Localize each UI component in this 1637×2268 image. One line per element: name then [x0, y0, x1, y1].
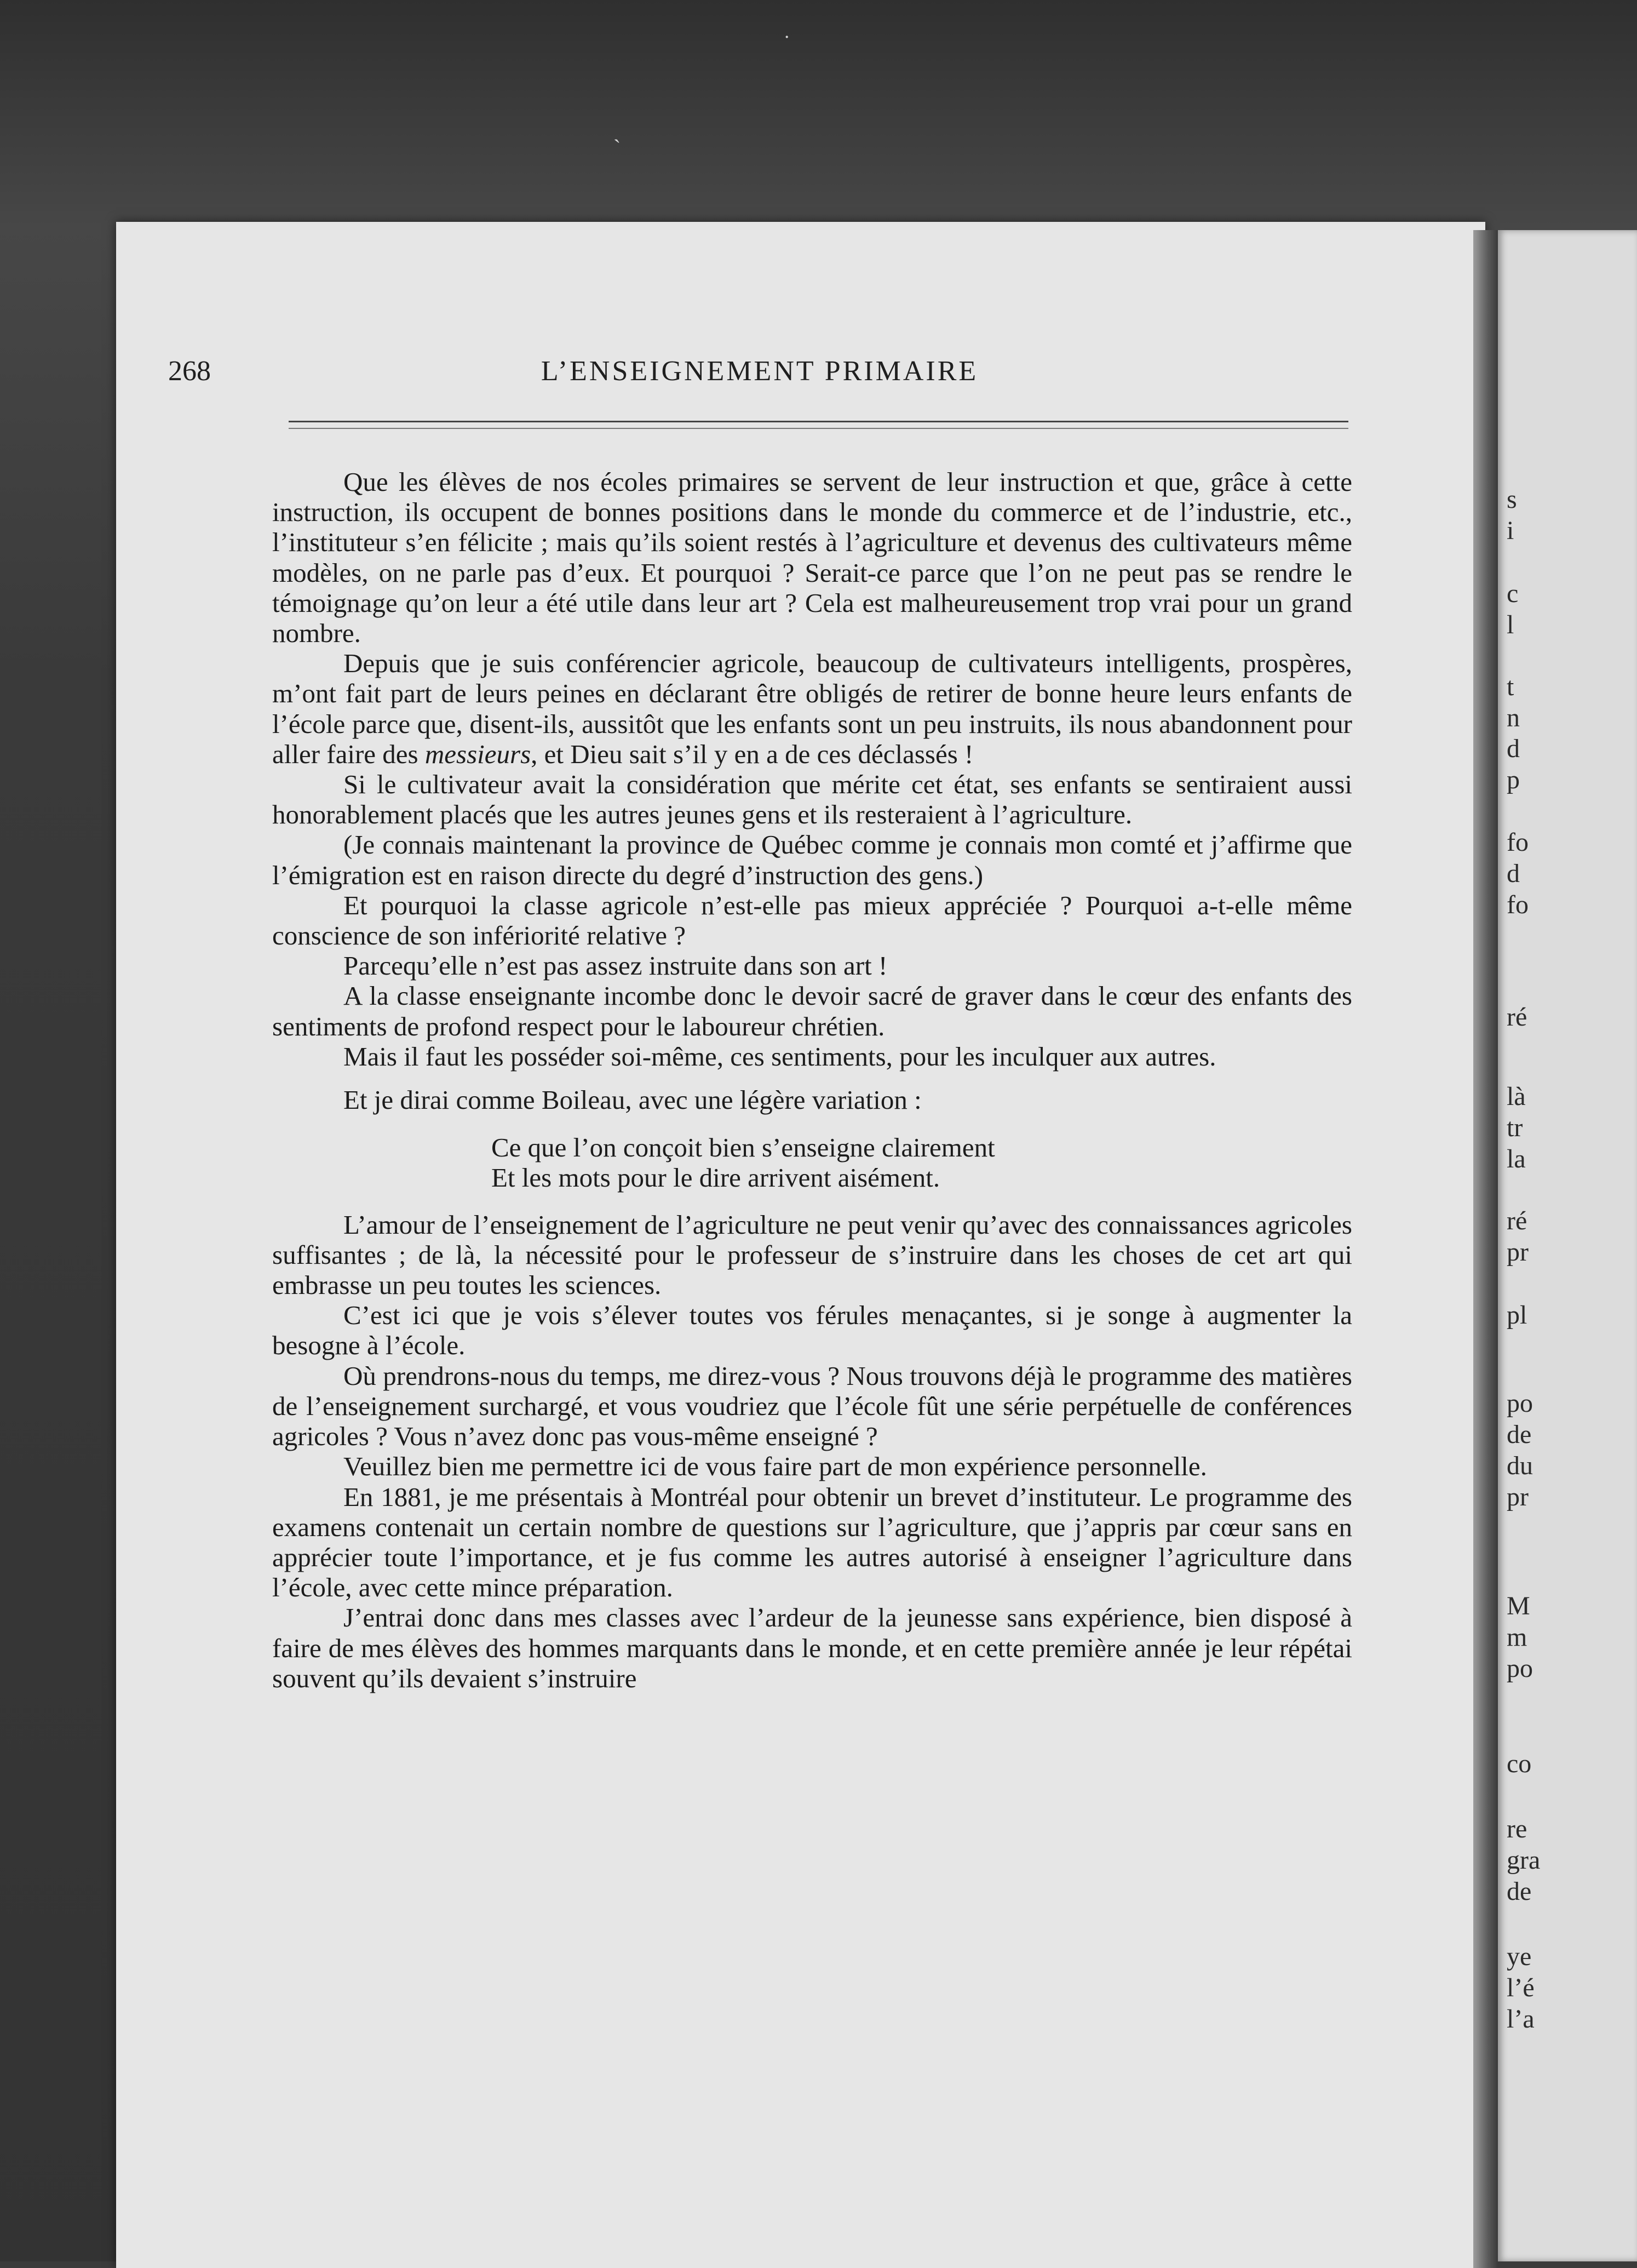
facing-page-fragment: l’é	[1507, 1973, 1535, 2002]
facing-page-fragment: du	[1507, 1451, 1533, 1480]
facing-page-fragment: co	[1507, 1749, 1532, 1778]
paragraph: C’est ici que je vois s’élever toutes vos férules menaçantes, si je songe à augmenter la besogne à l’école.	[272, 1300, 1352, 1361]
paragraph: En 1881, je me présentais à Montréal pour obtenir un brevet d’instituteur. Le programme des examens contenait un certain nombre de questions sur l’agriculture, que j’appris par cœur sans en apprécier toute l’importance, et je fus comme les autres autorisé à enseigner l’agriculture dans l’école, avec cette mince préparation.	[272, 1481, 1352, 1603]
facing-page-fragment: l	[1507, 610, 1514, 639]
facing-page-fragment: c	[1507, 579, 1519, 608]
facing-page-fragment: p	[1507, 765, 1520, 794]
paragraph: Mais il faut les posséder soi-même, ces sentiments, pour les inculquer aux autres.	[343, 1041, 1216, 1072]
paragraph: Et je dirai comme Boileau, avec une légère variation :	[343, 1085, 922, 1115]
header-rule	[289, 421, 1348, 429]
page-number: 268	[168, 356, 211, 387]
paragraph: Parcequ’elle n’est pas assez instruite dans son art !	[343, 950, 888, 981]
paragraph: J’entrai donc dans mes classes avec l’ardeur de la jeunesse sans expérience, bien disposé à faire de mes élèves des hommes marquants dans le monde, et en cette première année je leur répétai souvent qu’ils devaient s’instruire	[272, 1602, 1352, 1693]
paragraph: A la classe enseignante incombe donc le devoir sacré de graver dans le cœur des enfants des sentiments de profond respect pour le laboureur chrétien.	[272, 981, 1352, 1041]
paragraph: Où prendrons-nous du temps, me direz-vous ? Nous trouvons déjà le programme des matières de l’enseignement surchargé, et vous voudriez que l’école fût une série perpétuelle de conférences agricoles ? Vous n’avez donc pas vous-même enseigné ?	[272, 1360, 1352, 1452]
facing-page-fragment: fo	[1507, 828, 1529, 857]
italic-word: messieurs	[424, 738, 531, 769]
facing-page-fragment: de	[1507, 1420, 1532, 1449]
page-header	[168, 355, 1351, 399]
body-text	[272, 467, 1352, 1693]
facing-page-fragment: ré	[1507, 1003, 1527, 1032]
facing-page-edge	[1498, 230, 1637, 2261]
facing-page-fragment: n	[1507, 703, 1520, 732]
facing-page-fragment: de	[1507, 1877, 1532, 1906]
paragraph: Que les élèves de nos écoles primaires se servent de leur instruction et que, grâce à cette instruction, ils occupent de bonnes positions dans le monde du commerce et de l’industrie, etc., l’instituteur s’en félicite ; mais qu’ils soient restés à l’agriculture et devenus des cultivateurs même modèles, on ne parle pas d’eux. Et pourquoi ? Serait-ce parce que l’on ne peut pas se rendre le témoignage qu’on leur a été utile dans leur art ? Cela est malheureusement trop vrai pour un grand nombre.	[272, 467, 1352, 649]
facing-page-fragment: m	[1507, 1623, 1527, 1652]
facing-page-fragment: là	[1507, 1082, 1526, 1111]
facing-page-fragment: po	[1507, 1654, 1533, 1683]
facing-page-fragment: s	[1507, 485, 1517, 514]
facing-page-fragment: d	[1507, 734, 1520, 763]
book-gutter	[1473, 230, 1498, 2268]
verse-line: Et les mots pour le dire arrivent aisément.	[491, 1162, 940, 1193]
facing-page-fragment: t	[1507, 672, 1514, 701]
paragraph: (Je connais maintenant la province de Québec comme je connais mon comté et j’affirme que l’émigration est en raison directe du degré d’instruction des gens.)	[272, 829, 1352, 890]
dust-mark: ˙	[783, 31, 791, 55]
facing-page-fragment: pl	[1507, 1301, 1527, 1330]
verse-line: Ce que l’on conçoit bien s’enseigne clairement	[491, 1132, 995, 1163]
paragraph: Et pourquoi la classe agricole n’est-elle pas mieux appréciée ? Pourquoi a-t-elle même conscience de son infériorité relative ?	[272, 890, 1352, 951]
paragraph: Veuillez bien me permettre ici de vous faire part de mon expérience personnelle.	[343, 1451, 1207, 1482]
paragraph-part: , et Dieu sait s’il y en a de ces déclassés !	[531, 738, 974, 769]
facing-page-fragment: pr	[1507, 1482, 1529, 1511]
paragraph: L’amour de l’enseignement de l’agriculture ne peut venir qu’avec des connaissances agricoles suffisantes ; de là, la nécessité pour le professeur de s’instruire dans les choses de cet art qui embrasse un peu toutes les sciences.	[272, 1209, 1352, 1301]
verse-quote	[272, 1132, 1352, 1193]
paragraph	[272, 648, 1352, 769]
paragraph-part: Depuis que je suis conférencier agricole, beaucoup de cultivateurs intelligents, prospères, m’ont fait part de leurs peines en déclarant être obligés de retirer de bonne heure leurs enfants de l’école parce que, disent-ils, aussitôt que les enfants sont un peu instruits, ils nous abandonnent pour aller faire des	[272, 648, 1352, 769]
facing-page-fragment: gra	[1507, 1846, 1541, 1875]
facing-page-fragment: d	[1507, 859, 1520, 888]
running-title: L’ENSEIGNEMENT PRIMAIRE	[541, 356, 979, 387]
facing-page-fragment: l’a	[1507, 2004, 1535, 2034]
facing-page-fragment: tr	[1507, 1113, 1523, 1142]
facing-page-fragment: po	[1507, 1389, 1533, 1418]
facing-page-fragment: fo	[1507, 890, 1529, 919]
facing-page-fragment: ye	[1507, 1942, 1532, 1971]
facing-page-fragment: ré	[1507, 1206, 1527, 1235]
facing-page-fragment: i	[1507, 516, 1514, 545]
dust-mark: ˎ	[613, 118, 621, 143]
facing-page-fragment: la	[1507, 1144, 1526, 1173]
facing-page-fragment: M	[1507, 1591, 1530, 1620]
paragraph: Si le cultivateur avait la considération que mérite cet état, ses enfants se sentiraient aussi honorablement placés que les autres jeunes gens et ils resteraient à l’agriculture.	[272, 769, 1352, 830]
facing-page-fragment: pr	[1507, 1238, 1529, 1267]
facing-page-fragment: re	[1507, 1814, 1527, 1843]
